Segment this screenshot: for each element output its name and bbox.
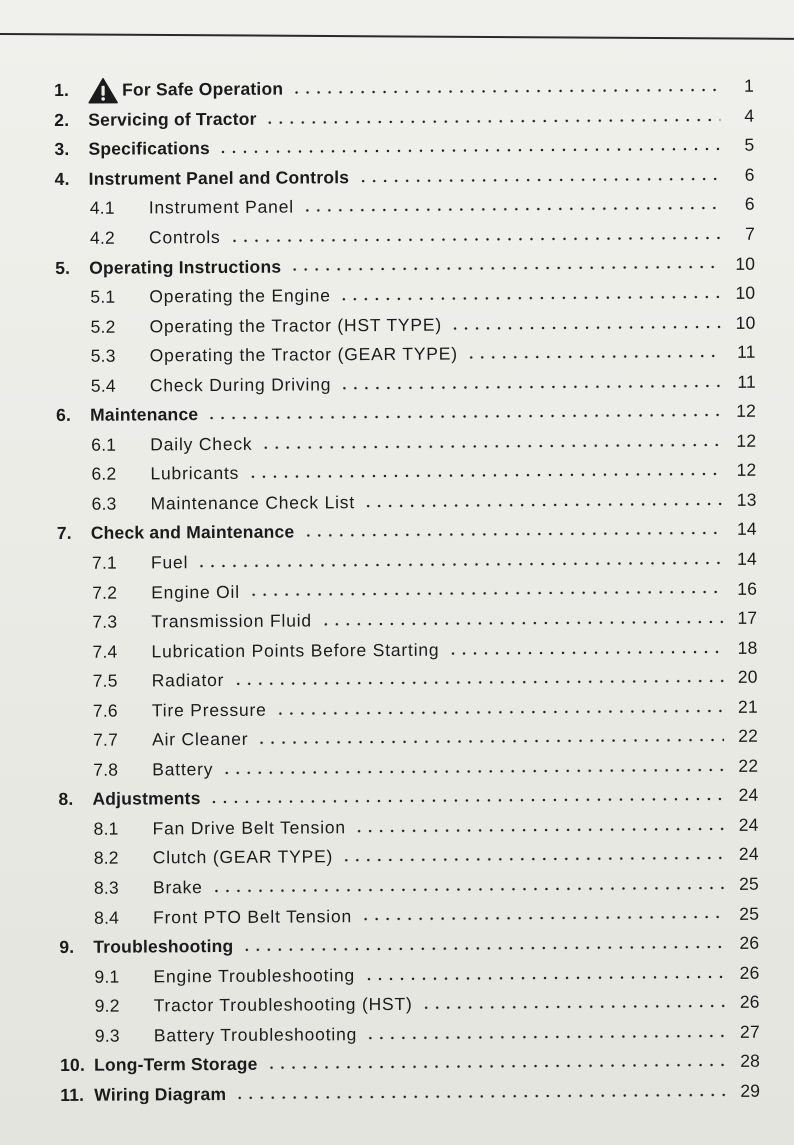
- toc-entry-title: Air Cleaner: [151, 729, 249, 750]
- toc-entry-number: 7.1: [91, 552, 117, 573]
- toc-entry-number: 6.: [56, 405, 72, 426]
- toc-entry-title-wrap: [92, 789, 200, 811]
- toc-page-number: 14: [736, 519, 757, 540]
- toc-subsection-row: [56, 367, 756, 401]
- dot-leader: [229, 226, 722, 247]
- toc-entry-title: Fuel: [150, 552, 189, 573]
- dot-leader: [447, 639, 723, 658]
- toc-entry-number: 7.6: [92, 700, 118, 721]
- toc-entry-title: Wiring Diagram: [94, 1083, 227, 1105]
- dot-leader: [260, 433, 722, 453]
- toc-entry-number: 8.4: [94, 907, 120, 928]
- toc-entry-number: 7.: [56, 523, 72, 544]
- toc-entry-title-wrap: [150, 344, 458, 367]
- toc-entry-title: Radiator: [151, 670, 225, 691]
- toc-page-number: 6: [744, 164, 755, 185]
- dot-leader: [209, 787, 725, 808]
- toc-entry-title-wrap: [149, 227, 221, 248]
- toc-section-row: [56, 397, 756, 431]
- dot-leader: [357, 167, 721, 187]
- toc-page-number: 6: [744, 194, 755, 215]
- dot-leader: [302, 521, 723, 541]
- toc-entry-number: 8.3: [93, 877, 119, 898]
- toc-entry-title-wrap: [151, 552, 188, 573]
- header-rule: [0, 33, 794, 40]
- toc-entry-number: 7.4: [92, 641, 118, 662]
- toc-subsection-row: [59, 810, 759, 844]
- toc-entry-title-wrap: [153, 847, 333, 869]
- toc-entry-title: Clutch (GEAR TYPE): [152, 846, 334, 868]
- toc-subsection-row: [58, 692, 758, 726]
- toc-page-number: 22: [738, 755, 759, 776]
- dot-leader: [218, 137, 721, 158]
- toc-page-number: 25: [739, 903, 760, 924]
- toc-page-number: 13: [736, 489, 757, 510]
- toc-entry-number: 11.: [60, 1084, 85, 1105]
- toc-entry-number: 9.1: [94, 966, 120, 987]
- toc-page-number: 7: [744, 223, 756, 244]
- toc-entry-title: Instrument Panel and Controls: [88, 167, 350, 189]
- toc-entry-title-wrap: [152, 699, 267, 721]
- toc-entry-title: Operating the Tractor (HST TYPE): [149, 314, 443, 337]
- dot-leader: [341, 846, 725, 866]
- dot-leader: [196, 551, 723, 572]
- toc-subsection-row: [59, 869, 759, 903]
- toc-page-number: 21: [737, 696, 758, 717]
- toc-subsection-row: [55, 308, 755, 342]
- toc-subsection-row: [57, 485, 757, 519]
- toc-entry-title-wrap: [150, 463, 239, 485]
- toc-entry-title-wrap: [154, 994, 413, 1017]
- toc-subsection-row: [60, 1017, 760, 1051]
- toc-entry-number: 9.: [59, 937, 75, 958]
- toc-entry-title: Engine Troubleshooting: [153, 964, 356, 987]
- toc-entry-title-wrap: [151, 611, 312, 633]
- toc-entry-title: Specifications: [88, 138, 210, 160]
- toc-entry-number: 7.3: [92, 611, 118, 632]
- toc-subsection-row: [58, 722, 758, 756]
- toc-page-number: 11: [737, 371, 756, 392]
- toc-entry-title-wrap: [149, 285, 331, 307]
- toc-entry-title: Servicing of Tractor: [88, 108, 257, 130]
- toc-entry-title: For Safe Operation: [122, 78, 284, 100]
- toc-entry-number: 9.3: [94, 1025, 120, 1046]
- toc-entry-title: Tractor Troubleshooting (HST): [153, 994, 413, 1016]
- dot-leader: [450, 314, 722, 333]
- toc-page-number: 27: [739, 1021, 760, 1042]
- toc-section-row: [55, 160, 755, 194]
- toc-section-row: [60, 1047, 760, 1081]
- toc-section-row: [54, 72, 754, 106]
- dot-leader: [320, 610, 723, 630]
- toc-entry-title-wrap: [151, 639, 439, 662]
- toc-subsection-row: [58, 751, 758, 785]
- dot-leader: [221, 758, 724, 779]
- dot-leader: [363, 964, 726, 984]
- toc-entry-number: 5.3: [90, 345, 116, 366]
- toc-entry-title-wrap: [88, 76, 283, 103]
- toc-entry-number: 10.: [59, 1055, 86, 1076]
- toc-entry-number: 4.1: [89, 198, 115, 219]
- toc-page-number: 5: [744, 135, 755, 156]
- toc-entry-title-wrap: [94, 1054, 258, 1076]
- dot-leader: [241, 935, 725, 955]
- toc-entry-number: 5.2: [90, 316, 116, 337]
- dot-leader: [302, 196, 721, 216]
- table-of-contents: [54, 72, 760, 1110]
- toc-page-number: 10: [735, 253, 756, 274]
- dot-leader: [360, 905, 725, 925]
- toc-entry-title: Brake: [152, 877, 203, 898]
- toc-subsection-row: [56, 338, 756, 372]
- dot-leader: [339, 285, 722, 305]
- toc-entry-number: 8.2: [93, 848, 119, 869]
- toc-page-number: 24: [738, 844, 759, 865]
- toc-page-number: 16: [737, 578, 758, 599]
- toc-entry-title: Transmission Fluid: [151, 610, 313, 632]
- dot-leader: [206, 403, 722, 424]
- toc-entry-title-wrap: [151, 581, 240, 603]
- toc-page-number: 10: [735, 312, 756, 333]
- toc-entry-title: Daily Check: [150, 433, 253, 455]
- toc-entry-title: Adjustments: [92, 788, 201, 810]
- toc-entry-title: Check During Driving: [149, 374, 332, 396]
- toc-subsection-row: [57, 604, 757, 638]
- toc-entry-title-wrap: [153, 965, 355, 987]
- toc-entry-number: 9.2: [94, 995, 120, 1016]
- toc-entry-title-wrap: [90, 404, 198, 426]
- toc-entry-title: Operating Instructions: [89, 256, 282, 278]
- toc-entry-title-wrap: [154, 1024, 357, 1046]
- toc-section-row: [60, 1076, 760, 1110]
- toc-entry-title-wrap: [150, 434, 252, 456]
- toc-page-number: 26: [739, 991, 760, 1013]
- toc-entry-title-wrap: [89, 256, 281, 278]
- toc-subsection-row: [55, 279, 755, 313]
- toc-page-number: 12: [736, 460, 757, 481]
- toc-entry-title-wrap: [94, 1084, 226, 1106]
- toc-entry-title: Engine Oil: [151, 581, 240, 602]
- toc-section-row: [54, 131, 754, 165]
- toc-page-number: 10: [735, 282, 756, 303]
- toc-entry-number: 7.5: [92, 670, 118, 691]
- toc-page-number: 4: [744, 105, 755, 126]
- toc-entry-title: Maintenance: [90, 404, 199, 426]
- toc-entry-title-wrap: [152, 759, 213, 780]
- dot-leader: [247, 462, 722, 482]
- toc-page-number: 25: [739, 873, 760, 894]
- toc-section-row: [58, 781, 758, 815]
- dot-leader: [421, 994, 726, 1013]
- toc-page-number: 12: [736, 430, 757, 451]
- toc-section-row: [54, 101, 754, 135]
- toc-entry-number: 6.2: [91, 464, 117, 485]
- toc-entry-number: 6.3: [91, 493, 117, 514]
- toc-entry-title: Fan Drive Belt Tension: [152, 817, 346, 839]
- toc-page-number: 1: [744, 75, 755, 97]
- toc-page-number: 24: [738, 814, 759, 835]
- toc-entry-title: Maintenance Check List: [150, 492, 356, 514]
- toc-subsection-row: [55, 190, 755, 224]
- toc-entry-title-wrap: [153, 906, 352, 928]
- toc-subsection-row: [56, 426, 756, 460]
- toc-subsection-row: [59, 840, 759, 874]
- toc-entry-title: Check and Maintenance: [90, 522, 295, 544]
- toc-entry-title: Battery Troubleshooting: [153, 1023, 358, 1046]
- toc-page-number: 12: [736, 400, 757, 422]
- dot-leader: [232, 669, 724, 690]
- toc-entry-title-wrap: [152, 670, 225, 691]
- toc-page-number: 24: [738, 785, 759, 806]
- toc-entry-number: 8.1: [93, 818, 119, 839]
- toc-entry-number: 8.: [58, 789, 74, 810]
- dot-leader: [265, 107, 721, 127]
- toc-subsection-row: [60, 988, 760, 1022]
- toc-entry-title-wrap: [88, 109, 256, 131]
- dot-leader: [275, 698, 724, 718]
- toc-subsection-row: [59, 958, 759, 992]
- toc-entry-title: Instrument Panel: [148, 196, 294, 218]
- toc-entry-number: 5.: [55, 257, 71, 278]
- toc-entry-title-wrap: [149, 314, 442, 337]
- toc-entry-title-wrap: [153, 877, 203, 898]
- toc-page-number: 26: [739, 962, 760, 983]
- toc-entry-title-wrap: [152, 729, 248, 751]
- toc-subsection-row: [59, 899, 759, 933]
- toc-entry-title: Long-Term Storage: [93, 1054, 258, 1076]
- toc-entry-title: Front PTO Belt Tension: [153, 905, 353, 927]
- toc-entry-title-wrap: [149, 197, 294, 219]
- toc-section-row: [59, 929, 759, 963]
- dot-leader: [365, 1023, 726, 1043]
- toc-subsection-row: [55, 219, 755, 253]
- toc-page-number: 17: [737, 607, 758, 628]
- toc-entry-number: 7.7: [92, 729, 119, 751]
- dot-leader: [466, 344, 722, 363]
- dot-leader: [289, 255, 721, 275]
- toc-entry-title: Lubrication Points Before Starting: [151, 639, 440, 662]
- dot-leader: [248, 580, 723, 600]
- dot-leader: [265, 1053, 726, 1073]
- toc-subsection-row: [58, 663, 758, 697]
- toc-entry-number: 5.1: [90, 286, 116, 307]
- dot-leader: [256, 728, 724, 748]
- toc-entry-number: 6.1: [91, 434, 117, 455]
- dot-leader: [234, 1083, 726, 1104]
- warning-triangle-icon: [88, 77, 118, 103]
- toc-entry-title: Controls: [148, 226, 221, 248]
- toc-entry-number: 5.4: [90, 375, 116, 396]
- toc-entry-number: 4.2: [89, 227, 115, 248]
- toc-page-number: 26: [739, 932, 760, 953]
- toc-entry-title: Operating the Tractor (GEAR TYPE): [149, 343, 458, 366]
- toc-entry-title: Lubricants: [150, 463, 240, 484]
- toc-subsection-row: [57, 574, 757, 608]
- toc-entry-title-wrap: [91, 522, 295, 544]
- toc-entry-number: 3.: [54, 139, 70, 160]
- toc-entry-title: Troubleshooting: [93, 936, 234, 957]
- toc-subsection-row: [57, 544, 757, 578]
- toc-entry-title: Operating the Engine: [149, 285, 331, 307]
- toc-entry-title-wrap: [88, 138, 210, 160]
- toc-entry-title-wrap: [153, 817, 346, 839]
- dot-leader: [291, 78, 720, 98]
- dot-leader: [363, 492, 723, 512]
- toc-entry-title-wrap: [151, 492, 355, 514]
- toc-subsection-row: [57, 633, 757, 667]
- toc-entry-number: 7.8: [93, 759, 119, 780]
- toc-page-number: 18: [737, 637, 758, 658]
- toc-subsection-row: [56, 456, 756, 490]
- toc-page-number: 20: [737, 666, 758, 688]
- toc-page-number: 14: [737, 548, 758, 569]
- toc-section-row: [57, 515, 757, 549]
- toc-entry-number: 2.: [54, 109, 70, 130]
- dot-leader: [339, 373, 722, 393]
- toc-page-number: 22: [738, 726, 759, 747]
- toc-entry-title-wrap: [150, 374, 331, 396]
- toc-entry-number: 4.: [54, 168, 70, 189]
- toc-section-row: [55, 249, 755, 283]
- toc-entry-title: Tire Pressure: [151, 699, 267, 721]
- toc-page-number: 28: [740, 1051, 761, 1072]
- dot-leader: [354, 817, 725, 837]
- toc-entry-title-wrap: [89, 167, 350, 190]
- toc-entry-number: 1.: [54, 80, 70, 101]
- dot-leader: [211, 876, 725, 897]
- toc-entry-number: 7.2: [92, 582, 118, 603]
- toc-page-number: 11: [737, 341, 756, 363]
- toc-entry-title: Battery: [152, 758, 214, 780]
- toc-entry-title-wrap: [93, 936, 233, 958]
- toc-page-number: 29: [740, 1080, 761, 1101]
